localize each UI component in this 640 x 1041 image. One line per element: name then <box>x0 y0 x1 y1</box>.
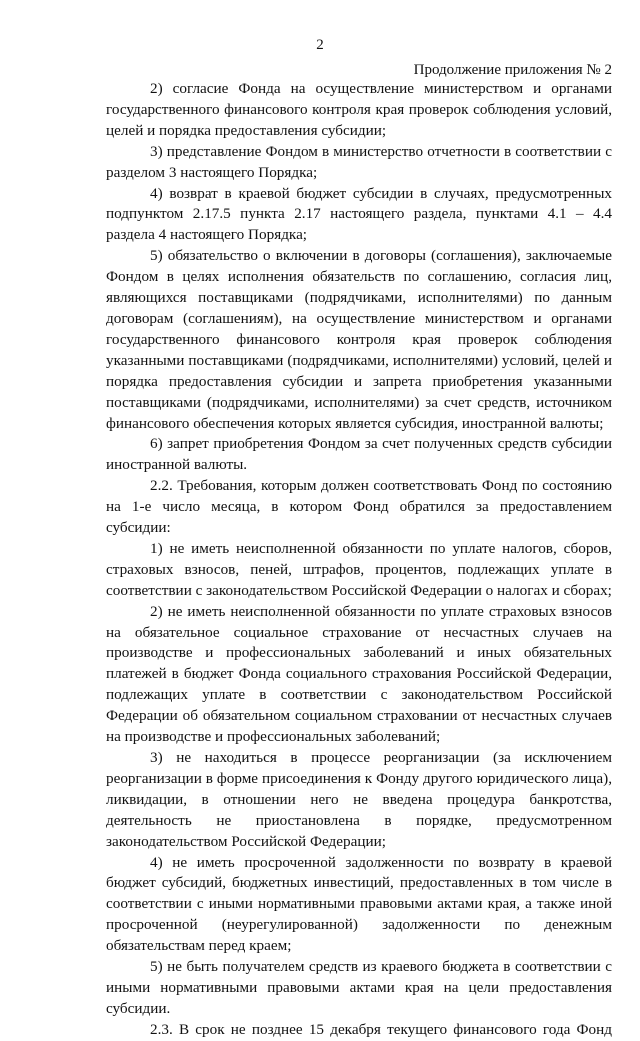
paragraph-requirement-4: 4) не иметь просроченной задолженности по возврату в краевой бюджет субсидий, бюджетных инвестиций, предоставленных в том числе в соответствии с иными нормативными правовыми актами края, а также иной просроченной (неурегулированной) задолженности по денежным обязательствам перед краем; <box>106 853 612 955</box>
page-number: 2 <box>316 37 324 53</box>
paragraph-requirement-5: 5) не быть получателем средств из краевого бюджета в соответствии с иными нормативными правовыми актами края на цели предоставления субсидии. <box>106 958 612 1017</box>
paragraph-requirement-1: 1) не иметь неисполненной обязанности по уплате налогов, сборов, страховых взносов, пеней, штрафов, процентов, подлежащих уплате в соответствии с законодательством Российской Федерации о налогах и сборах; <box>106 539 612 599</box>
appendix-continuation-note: Продолжение приложения № 2 <box>413 62 612 78</box>
paragraph-item-3: 3) представление Фондом в министерство отчетности в соответствии с разделом 3 настоящего Порядка; <box>106 142 612 181</box>
paragraph-requirement-2: 2) не иметь неисполненной обязанности по уплате страховых взносов на обязательное социальное страхование от несчастных случаев на производстве и профессиональных заболеваний и иных обязательных платежей в бюджет Фонда социального страхования Российской Федерации, подлежащих уплате в соответствии с законодательством Российской Федерации об обязательном социальном страховании от несчастных случаев на производстве и профессиональных заболеваний; <box>106 602 612 746</box>
document-body <box>106 79 612 1041</box>
paragraph-item-2: 2) согласие Фонда на осуществление министерством и органами государственного финансового контроля края проверок соблюдения условий, целей и порядка предоставления субсидии; <box>106 80 612 139</box>
paragraph-item-5: 5) обязательство о включении в договоры (соглашения), заключаемые Фондом в целях исполнения обязательств по соглашению, согласия лиц, являющихся поставщиками (подрядчиками, исполнителями) по данным договорам (соглашениям), на осуществление министерством и органами государственного финансового контроля края проверок соблюдения указанными поставщиками (подрядчиками, исполнителями) условий, целей и порядка предоставления субсидии и запрета приобретения указанными поставщиками (подрядчиками, исполнителями) за счет средств, источником финансового обеспечения которых является субсидия, иностранной валюты; <box>106 247 612 432</box>
paragraph-item-6: 6) запрет приобретения Фондом за счет полученных средств субсидии иностранной валюты. <box>106 435 612 474</box>
paragraph-requirement-3: 3) не находиться в процессе реорганизации (за исключением реорганизации в форме присоединения к Фонду другого юридического лица), ликвидации, в отношении него не введена процедура банкротства, деятельность не приостановлена в порядке, предусмотренном законодательством Российской Федерации; <box>106 749 612 850</box>
paragraph-section-2-2: 2.2. Требования, которым должен соответствовать Фонд по состоянию на 1-е число месяца, в котором Фонд обратился за предоставлением субсидии: <box>106 477 612 537</box>
paragraph-item-4: 4) возврат в краевой бюджет субсидии в случаях, предусмотренных подпунктом 2.17.5 пункта 2.17 настоящего раздела, пунктами 4.1 – 4.4 раздела 4 настоящего Порядка; <box>106 184 612 244</box>
paragraph-section-2-3: 2.3. В срок не позднее 15 декабря текущего финансового года Фонд <box>150 1020 612 1038</box>
